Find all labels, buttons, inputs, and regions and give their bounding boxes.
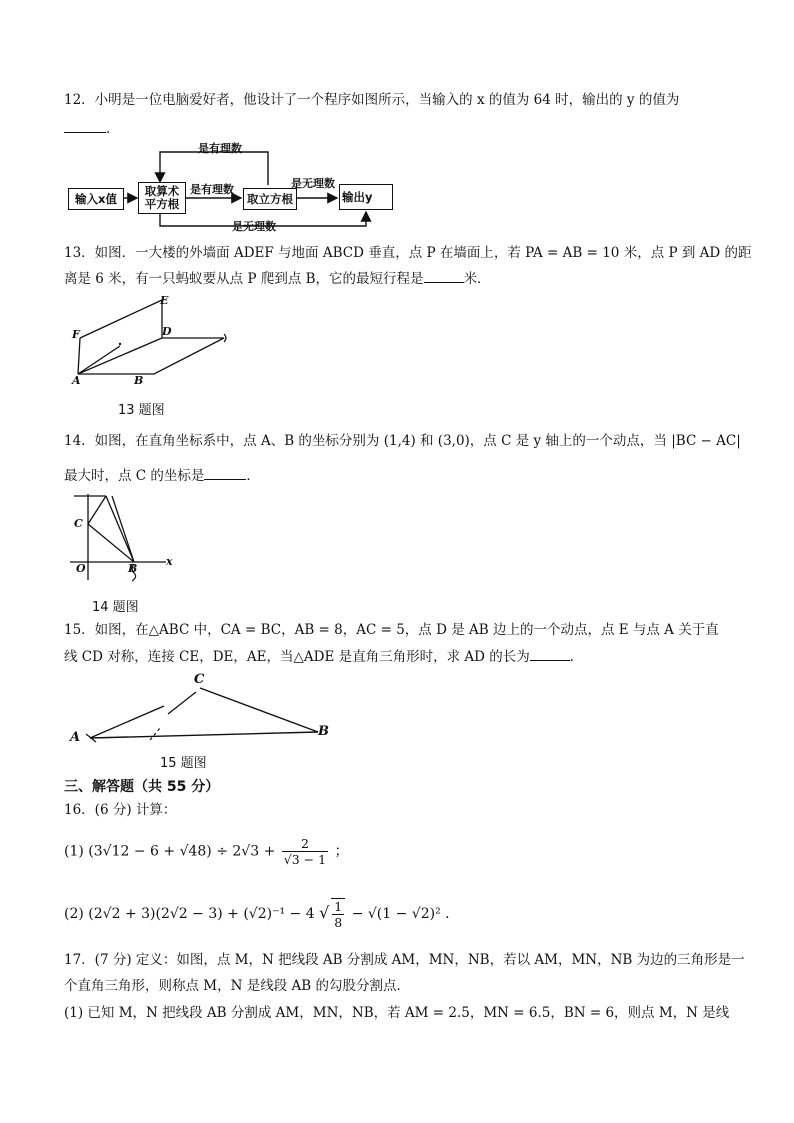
answer-blank-q12[interactable] xyxy=(64,118,106,133)
q14-line2-start: 最大时，点 C 的坐标是 xyxy=(64,468,205,484)
q16-part1-label: (1) xyxy=(64,843,84,860)
q16-part1-fraction xyxy=(282,836,328,867)
q15-label-B: B xyxy=(318,724,329,739)
q13-label-B: B xyxy=(134,374,144,387)
q17-line1: 17．(7 分) 定义：如图，点 M，N 把线段 AB 分割成 AM，MN，NB，若以 AM，MN，NB 为边的三角形是一 xyxy=(64,952,745,968)
q12-line2 xyxy=(64,118,744,139)
answer-blank-q14[interactable] xyxy=(204,465,246,480)
q13-line2-end: 米． xyxy=(463,271,491,287)
q12-line2-end: ． xyxy=(106,121,120,137)
q14-diagram xyxy=(66,492,186,592)
q15-line2-end: ． xyxy=(569,649,584,665)
q13-label-E: E xyxy=(160,294,169,307)
q16-part1 xyxy=(64,836,349,867)
q13-caption: 13 题图 xyxy=(118,403,165,418)
q14-label-C: C xyxy=(74,517,83,530)
q16-part2-label: (2) xyxy=(64,906,84,922)
q14-caption: 14 题图 xyxy=(92,600,139,615)
q16-part2 xyxy=(64,898,459,930)
q13-figure xyxy=(66,294,236,394)
flow-sqrt-box-line2: 平方根 xyxy=(144,197,180,211)
q14-line2 xyxy=(64,465,744,486)
q16-part1-expr: (3√12 − 6 + √48) ÷ 2√3 + xyxy=(88,843,276,860)
q13-line2-start: 离是 6 米，有一只蚂蚁要从点 P 爬到点 B，它的最短行程是 xyxy=(64,271,424,287)
q14-figure xyxy=(66,492,186,592)
q14-line1: 14．如图，在直角坐标系中，点 A、B 的坐标分别为 (1,4) 和 (3,0)，点 C 是 y 轴上的一个动点，当 |BC − AC| xyxy=(64,433,741,449)
section-3-title: 三、解答题（共 55 分） xyxy=(64,779,220,795)
q13-label-F: F xyxy=(72,328,80,341)
q15-label-A: A xyxy=(70,730,81,745)
q13-line1: 13．如图．一大楼的外墙面 ADEF 与地面 ABCD 垂直，点 P 在墙面上，若 PA = AB = 10 米，点 P 到 AD 的距 xyxy=(64,245,752,261)
q15-caption: 15 题图 xyxy=(160,756,207,771)
q13-line2 xyxy=(64,268,744,289)
flow-sqrt-box-line1: 取算术 xyxy=(144,184,180,198)
q14-label-x: x xyxy=(166,555,173,568)
q16-part2-fraction xyxy=(331,898,345,930)
q14-label-O: O xyxy=(76,562,86,575)
q14-label-B: B xyxy=(128,562,138,575)
q15-line2 xyxy=(64,646,744,667)
q13-label-D: D xyxy=(162,325,172,338)
q15-figure xyxy=(66,670,356,748)
q16-part1-frac-num: 2 xyxy=(282,836,328,852)
q16-part1-frac-den: √3 − 1 xyxy=(283,852,327,867)
q15-line1: 15．如图，在△ABC 中，CA = BC，AB = 8，AC = 5，点 D 是 AB 边上的一个动点，点 E 与点 A 关于直 xyxy=(64,622,719,638)
q15-line2-start: 线 CD 对称，连接 CE，DE，AE，当△ADE 是直角三角形时，求 AD 的长为 xyxy=(64,649,530,665)
flow-output-box: 输出y xyxy=(339,184,393,210)
q15-label-C: C xyxy=(194,672,205,687)
q16-part2-frac-den: 8 xyxy=(334,915,343,930)
q17-line2: 个直角三角形，则称点 M，N 是线段 AB 的勾股分割点． xyxy=(64,978,410,994)
q17-line3: (1) 已知 M，N 把线段 AB 分割成 AM，MN，NB，若 AM = 2.5，MN = 6.5，BN = 6，则点 M，N 是线 xyxy=(64,1005,730,1021)
q16-part2-expr-b: − √(1 − √2)² ． xyxy=(351,906,460,922)
answer-blank-q13[interactable] xyxy=(424,268,464,283)
q16-part2-sqrt-sign: √ xyxy=(319,903,330,922)
flow-label-rational-top: 是有理数 xyxy=(198,142,242,155)
q16-part2-frac-num: 1 xyxy=(334,899,343,914)
q12-line1: 12．小明是一位电脑爱好者，他设计了一个程序如图所示，当输入的 x 的值为 64 时，输出的 y 的值为 xyxy=(64,92,680,108)
flow-label-irrational-bottom: 是无理数 xyxy=(232,220,276,233)
q16-header: 16．(6 分) 计算： xyxy=(64,802,177,818)
q16-part2-expr-a: (2√2 + 3)(2√2 − 3) + (√2)⁻¹ − 4 xyxy=(88,906,315,922)
flow-input-box: 输入x值 xyxy=(68,188,124,210)
answer-blank-q15[interactable] xyxy=(530,646,570,661)
q12-flowchart xyxy=(66,140,396,235)
flow-label-rational-mid: 是有理数 xyxy=(190,183,234,196)
flow-label-irrational-top: 是无理数 xyxy=(291,177,335,190)
q13-label-A: A xyxy=(72,374,81,387)
q13-diagram xyxy=(66,294,236,394)
q14-line2-end: ． xyxy=(246,468,260,484)
q16-part1-end: ； xyxy=(334,843,349,860)
flow-sqrt-box xyxy=(138,182,186,214)
flow-cube-box: 取立方根 xyxy=(243,188,297,210)
q15-diagram xyxy=(66,670,356,748)
